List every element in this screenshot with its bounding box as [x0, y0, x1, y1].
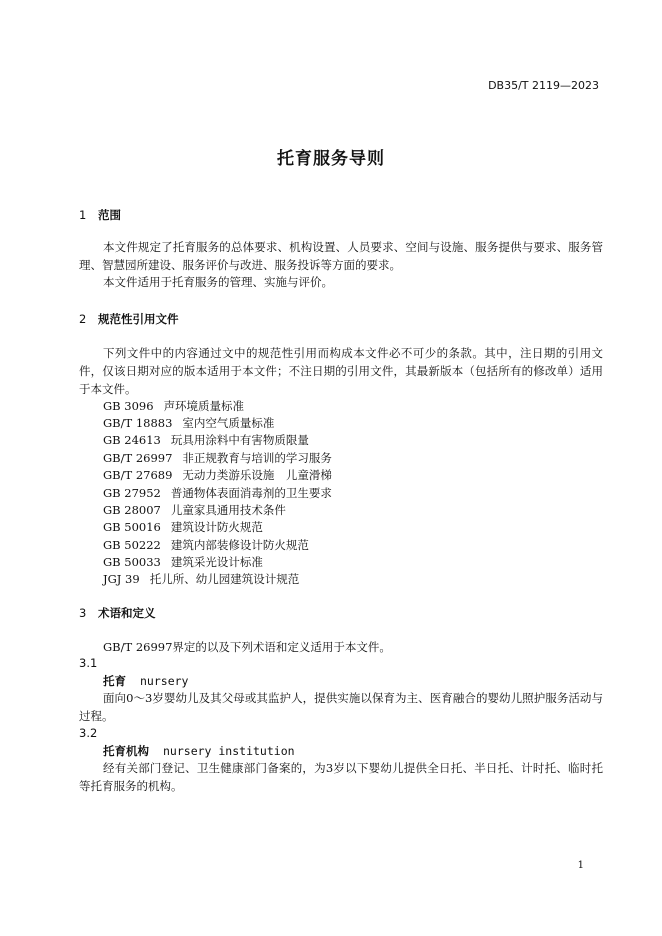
section-title: 范围: [98, 208, 121, 222]
reference-item: [103, 450, 332, 466]
section-heading: [79, 311, 179, 327]
reference-title: 非正规教育与培训的学习服务: [182, 451, 332, 465]
reference-title: 室内空气质量标准: [182, 416, 275, 430]
reference-code: JGJ 39: [103, 572, 140, 586]
reference-code: GB 50222: [103, 538, 161, 552]
section-number: 1: [79, 208, 87, 222]
paragraph: 本文件适用于托育服务的管理、实施与评价。: [103, 275, 333, 289]
term-chinese: 托育: [103, 674, 126, 688]
page-title: 托育服务导则: [277, 149, 385, 169]
section-title: 术语和定义: [98, 606, 156, 620]
reference-title: 普通物体表面消毒剂的卫生要求: [170, 486, 332, 500]
reference-title: 建筑内部装修设计防火规范: [170, 538, 309, 552]
reference-title: 托儿所、幼儿园建筑设计规范: [149, 572, 300, 586]
reference-code: GB/T 26997: [103, 451, 173, 465]
reference-item: [103, 519, 263, 535]
reference-item: [103, 398, 244, 414]
reference-code: GB/T 18883: [103, 416, 173, 430]
reference-title: 玩具用涂料中有害物质限量: [170, 433, 309, 447]
section-heading: [79, 605, 156, 621]
section-title: 规范性引用文件: [98, 312, 179, 326]
reference-code: GB 24613: [103, 433, 161, 447]
reference-code: GB 28007: [103, 503, 161, 517]
reference-item: [103, 432, 309, 448]
reference-code: GB 27952: [103, 486, 161, 500]
document-number: DB35/T 2119—2023: [488, 79, 599, 92]
reference-code: GB/T 27689: [103, 468, 173, 482]
page-number: 1: [577, 860, 584, 871]
term-definition: 面向0～3岁婴幼儿及其父母或其监护人，提供实施以保育为主、医育融合的婴幼儿照护服务活动与过程。: [79, 691, 603, 723]
reference-title: 儿童家具通用技术条件: [170, 503, 286, 517]
reference-title: 建筑采光设计标准: [170, 555, 263, 569]
term-entry: [103, 673, 188, 689]
term-english: nursery: [140, 674, 189, 688]
reference-code: GB 50016: [103, 520, 161, 534]
reference-item: [103, 571, 299, 587]
reference-title: 声环境质量标准: [163, 399, 245, 413]
section-number: 2: [79, 312, 87, 326]
term-chinese: 托育机构: [103, 744, 149, 758]
paragraph: 本文件规定了托育服务的总体要求、机构设置、人员要求、空间与设施、服务提供与要求、服务管理、智慧园所建设、服务评价与改进、服务投诉等方面的要求。: [79, 240, 603, 272]
reference-item: [103, 415, 274, 431]
reference-item: [103, 467, 332, 483]
term-number: 3.2: [79, 726, 98, 740]
section-number: 3: [79, 606, 87, 620]
reference-item: [103, 537, 309, 553]
term-definition: 经有关部门登记、卫生健康部门备案的，为3岁以下婴幼儿提供全日托、半日托、计时托、临时托等托育服务的机构。: [79, 761, 603, 793]
reference-code: GB 3096: [103, 399, 154, 413]
reference-title: 无动力类游乐设施 儿童滑梯: [182, 468, 332, 482]
term-entry: [103, 743, 295, 759]
reference-title: 建筑设计防火规范: [170, 520, 263, 534]
reference-item: [103, 554, 263, 570]
reference-item: [103, 485, 332, 501]
paragraph: GB/T 26997界定的以及下列术语和定义适用于本文件。: [103, 640, 391, 654]
reference-item: [103, 502, 286, 518]
paragraph: 下列文件中的内容通过文中的规范性引用而构成本文件必不可少的条款。其中，注日期的引用文件，仅该日期对应的版本适用于本文件；不注日期的引用文件，其最新版本（包括所有的修改单）适用于本文件。: [79, 346, 603, 396]
section-heading: [79, 207, 121, 223]
term-number: 3.1: [79, 656, 98, 670]
reference-code: GB 50033: [103, 555, 161, 569]
term-english: nursery institution: [163, 744, 295, 758]
